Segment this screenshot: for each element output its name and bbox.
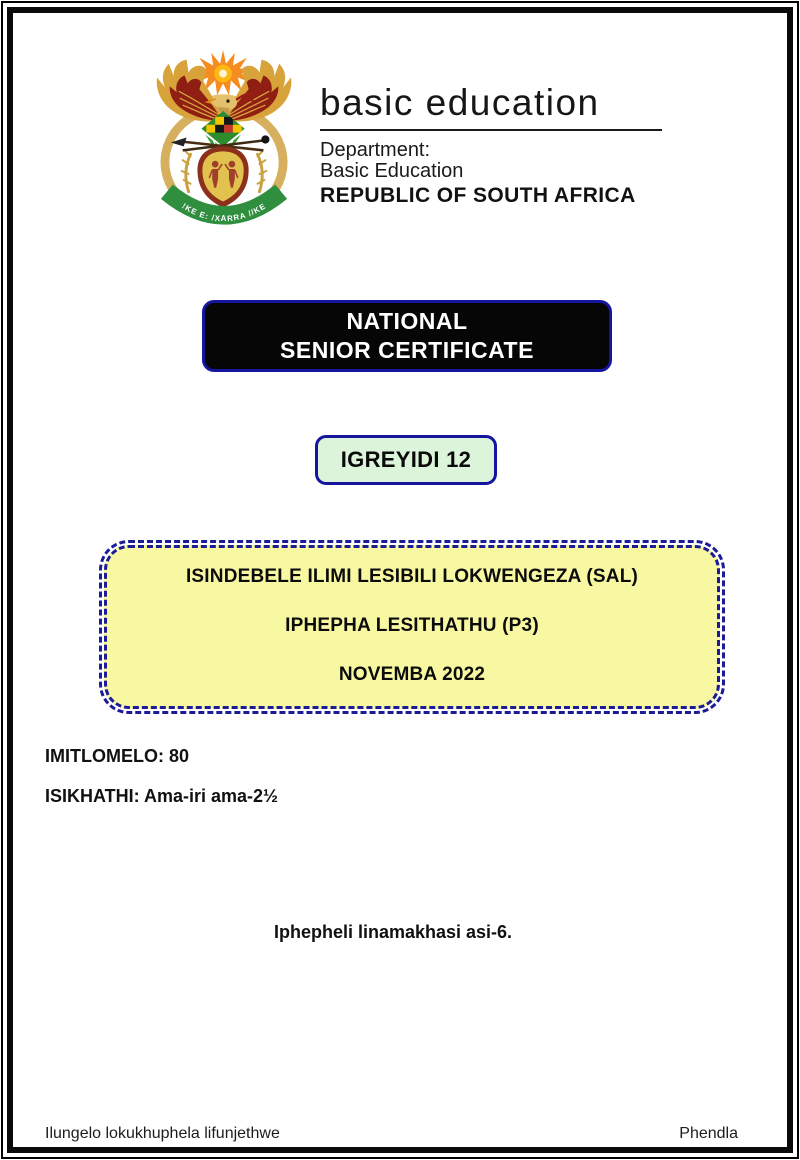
grade-badge-label: IGREYIDI 12 [340,447,472,472]
motto-text: !KE E: /XARRA //KE [180,201,268,224]
time-line: ISIKHATHI: Ama-iri ama-2½ [45,786,279,806]
coat-of-arms-logo [146,44,306,236]
certificate-banner-line2: SENIOR CERTIFICATE [280,337,534,363]
certificate-banner-line1: NATIONAL [346,308,468,334]
department-lines [320,140,463,182]
exam-subject-box [99,540,725,714]
department-line2: Basic Education [320,160,464,182]
brand-title: basic education [320,82,600,123]
footer-copyright: Ilungelo lokukhuphela lifunjethwe [45,1125,280,1142]
marks-line: IMITLOMELO: 80 [45,746,189,766]
brand-underline [320,129,662,131]
exam-subject-box-inner [104,545,720,709]
grade-badge [315,435,497,485]
exam-subject: ISINDEBELE ILIMI LESIBILI LOKWENGEZA (SAL) [185,566,639,587]
footer-turn-over: Phendla [679,1125,738,1142]
department-line1: Department: [320,139,431,161]
wheat-right [258,151,267,191]
wheat-left [182,151,191,191]
exam-date: NOVEMBA 2022 [338,664,486,685]
shield-icon [197,146,248,207]
pages-note: Iphepheli linamakhasi asi-6. [273,922,513,942]
country-name: REPUBLIC OF SOUTH AFRICA [320,184,636,207]
exam-paper: IPHEPHA LESITHATHU (P3) [285,615,539,636]
certificate-banner [202,300,612,372]
